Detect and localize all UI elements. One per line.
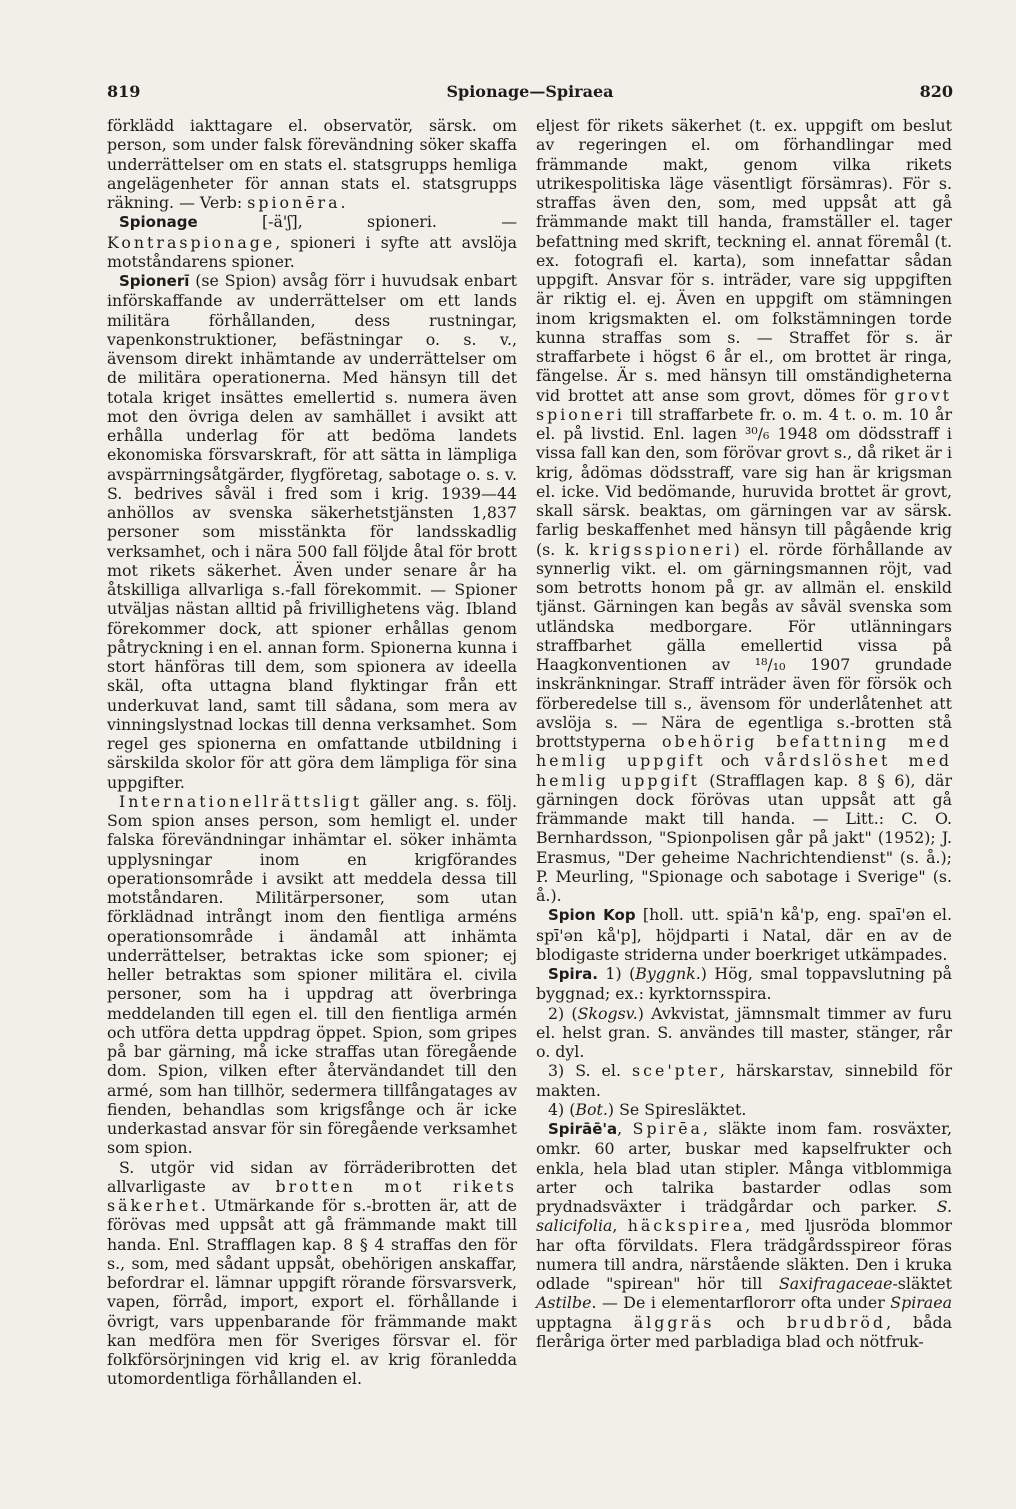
- spira-sense-3: [536, 1061, 952, 1100]
- text: till straffarbete fr. o. m. 4 t. o. m. 10 år el. på livstid. Enl. lagen ³⁰/₆ 1948 om dödsstraff i vissa fall kan den, som förövar grovt s., då riket är i krig, ådömas dödsstraff, vare sig han är krigsman el. icke. Vid bedömande, huruvida brottet är grovt, skall särsk. beaktas, om gärningen var av särsk. farlig beskaffenhet med hänsyn till pågående krig (s. k.: [536, 404, 952, 559]
- headword: Spira.: [548, 965, 598, 983]
- text: (se Spion) avsåg förr i huvudsak enbart införskaffande av underrättelser om ett lands militära förhållanden, dess rustningar, vapenkonstruktioner, befästningar o. s. v., ävensom direkt inhämtande av underrättelser om de militära operationerna. Med hänsyn till det totala kriget insättes emellertid s. numera även mot den övriga delen av samhället i avsikt att erhålla underlag för att bedöma landets ekonomiska försvarskraft, för att sätta in lämpliga avspärrningsåtgärder, flygföretag, sabotage o. s. v. S. bedrives såväl i fred som i krig. 1939—44 anhöllos av svenska säkerhetstjänsten 1,837 personer som misstänkta för landsskadlig verksamhet, och i nära 500 fall följde åtal för brott mot rikets säkerhet. Även under senare år ha åtskilliga allvarliga s.-fall förekommit. — Spioner utväljas nästan alltid på frivillighetens väg. Ibland förekommer dock, att spioner erhållas genom påtryckning i en el. annan form. Spionerna kunna i stort hänföras till dem, som spionera av ideella skäl, ofta uttagna bland flyktingar från ett underkuvat land, samt till sådana, som mera av vinningslystnad lockas till denna verksamhet. Som regel ges spionerna en omfattande utbildning i särskilda skolor för att göra dem lämpliga för sina uppgifter.: [107, 271, 517, 792]
- text: , släkte inom fam. rosväxter, omkr. 60 arter, buskar med kapselfrukter och enkla, hela blad utan stipler. Många vitblommiga arter och talrika bastarder odlas som prydnadsväxter i trädgårdar och parker.: [536, 1119, 952, 1216]
- entry-continuation: [107, 116, 517, 212]
- spaced-term: krigsspioneri: [589, 539, 734, 559]
- spaced-term: Kontraspionage: [107, 232, 276, 252]
- text: ) Hög, smal toppavslutning på byggnad; ex.: kyrktornsspira.: [536, 964, 952, 1004]
- spaced-term: sce'pter: [632, 1061, 721, 1081]
- text: . Utmärkande för s.-brotten är, att de förövas med uppsåt att gå främmande makt till handa. Enl. Strafflagen kap. 8 § 4 straffas den för s., som, med sådant uppsåt, obehörigen anskaffar, befordrar el. lämnar uppgift rörande försvarsverk, vapen, förråd, import, export el. förhållande i övrigt, vars uppenbarande för främmande makt kan medföra men för Sveriges försvar el. för folkförsörjningen vid krig el. av krig föranledda utomordentliga förhållanden el.: [107, 1196, 517, 1389]
- text: [holl. utt. spiā'n kå'p, eng. spaī'ən el. spī'ən kå'p], höjdparti i Natal, där en av de blodigaste striderna under boerkriget utkämpades.: [536, 905, 952, 964]
- field-label: Byggnk.: [635, 964, 701, 983]
- running-title: Spionage—Spiraea: [446, 82, 614, 101]
- text: eljest för rikets säkerhet (t. ex. uppgift om beslut av regeringen el. om förhandlingar med främmande makt, genom vilka rikets utrikespolitiska läge väsentligt försämras). För s. straffas även den, som, med uppsåt att gå främmande makt till handa, framställer el. tager befattning med skrift, teckning el. annat föremål (t. ex. fotografi el. karta), som innefattar sådan uppgift. Ansvar för s. inträder, vare sig uppgiften är riktig el. ej. Även en uppgift om stämningen inom krigsmakten el. om folkstämningen torde kunna straffas som s. — Straffet för s. är straffarbete i högst 6 år el., om brottet är ringa, fängelse. Är s. med hänsyn till omständigheterna vid brottet att anse som grovt, dömes för: [536, 116, 952, 405]
- text: S. utgör vid sidan av förräderibrotten det allvarligaste av: [107, 1157, 517, 1196]
- text: -släktet: [892, 1274, 952, 1293]
- text: 2) (: [548, 1003, 578, 1023]
- text: förklädd iakttagare el. observatör, särsk. om person, som under falsk förevändning söker skaffa underrättelser om en stats el. statsgrupps hemliga angelägenheter för annan stats el. statsgrupps räkning. — Verb:: [107, 116, 517, 212]
- entry-spioneri: [107, 271, 517, 792]
- text: [-ä'ʃ], spioneri. —: [197, 212, 517, 232]
- spaced-term: grovt spioneri: [536, 385, 952, 424]
- spira-sense-4: [536, 1100, 952, 1119]
- spaced-term: älggräs: [633, 1312, 715, 1332]
- genus-name: Astilbe: [536, 1293, 592, 1313]
- headword: Spion Kop: [548, 906, 636, 925]
- paragraph-continuation: [536, 116, 952, 905]
- spira-sense-2: [536, 1004, 952, 1062]
- genus-name: Spiraea: [890, 1293, 952, 1313]
- text: 3) S. el.: [548, 1061, 633, 1081]
- species-name: S. salicifolia: [536, 1197, 952, 1236]
- text: , båda fleråriga örter med parbladiga blad och nötfruk-: [536, 1312, 953, 1351]
- text: . — De i elementarflororr ofta under: [591, 1293, 891, 1313]
- headword: Spirāē'a: [548, 1120, 618, 1138]
- verb-spionera: spionēra: [247, 193, 341, 212]
- text: ,: [617, 1119, 633, 1138]
- page-header: [107, 82, 953, 106]
- spaced-term: obehörig befattning med hemlig uppgift: [536, 732, 952, 771]
- spaced-term: brotten mot rikets säkerhet: [107, 1176, 517, 1215]
- text: ) Se Spiresläktet.: [607, 1099, 747, 1119]
- page-number-right: 820: [919, 82, 953, 101]
- spaced-term: brudbröd: [786, 1312, 887, 1332]
- entry-spion-kop: [536, 905, 952, 964]
- spaced-term: vårdslöshet med hemlig uppgift: [536, 751, 953, 790]
- entry-spionage: [107, 212, 517, 271]
- paragraph-brotten: [107, 1158, 517, 1389]
- text: .: [340, 193, 346, 212]
- spaced-term: Internationellrättsligt: [119, 791, 363, 811]
- entry-spira: [536, 964, 952, 1004]
- field-label: Bot.: [575, 1099, 608, 1119]
- text: , med ljusröda blommor har ofta förvildats. Flera trädgårdsspireor föras numera till andra, närstående släkten. Den i kruka odlade "spirean" hör till: [536, 1216, 952, 1293]
- text: ,: [612, 1216, 628, 1236]
- text: , spioneri i syfte att avslöja motståndarens spioner.: [107, 232, 517, 271]
- text: ) Avkvistat, jämnsmalt timmer av furu el. helst gran. S. användes till master, stänger, rår o. dyl.: [536, 1003, 952, 1061]
- spaced-term: häckspirea: [627, 1216, 746, 1236]
- text: ) el. rörde förhållande av synnerlig vikt. el. om gärningsmannen röjt, vad som betrotts honom på gr. av allmän el. enskild tjänst. Gärningen kan begås av såväl svenska som utländska medborgare. För utlänningars straffbarhet gälla emellertid vissa på Haagkonventionen av ¹⁸/₁₀ 1907 grundade inskränkningar. Straff inträder även för försök och förberedelse till s., ävensom för underlåtenhet att avslöja s. — Nära de egentliga s.-brotten stå brottstyperna: [536, 539, 952, 751]
- text: (Strafflagen kap. 8 § 6), där gärningen dock förövas utan uppsåt att gå främmande makt till handa. — Litt.: C. O. Bernhardsson, "Spionpolisen går på jakt" (1952); J. Erasmus, "Der geheime Nachrichtendienst" (s. å.); P. Meurling, "Spionage och sabotage i Sverige" (s. å.).: [536, 770, 952, 905]
- paragraph-international: [107, 792, 517, 1158]
- text: 4) (: [548, 1099, 576, 1119]
- text: upptagna: [536, 1312, 634, 1332]
- text: , härskarstav, sinnebild för makten.: [536, 1061, 952, 1100]
- text: och: [705, 751, 765, 771]
- field-label: Skogsv.: [577, 1003, 638, 1023]
- text: gäller ang. s. följ. Som spion anses person, som hemligt el. under falska förevändningar inhämtar el. söker inhämta upplysningar inom en krigförandes operationsområde i avsikt att meddela dessa till motståndaren. Militärpersoner, som utan förklädnad intrångt inom den fientliga arméns operationsområde i ändamål att inhämta underrättelser, betraktas icke som spioner; ej heller betraktas som spioner militära el. civila personer, som ha i uppdrag att överbringa meddelanden till egen el. till den fientliga armén och utföra detta uppdrag öppet. Spion, som gripes på bar gärning, må icke straffas utan föregående dom. Spion, vilken efter återvändandet till den armé, som han tillhör, sedermera tillfångatages av fienden, behandlas som krigsfånge och är icke underkastad ansvar för sin föregående verksamhet som spion.: [107, 791, 517, 1158]
- entry-spiraea: [536, 1119, 952, 1351]
- spaced-term: Spirēa: [632, 1119, 703, 1138]
- left-column: [107, 116, 517, 1389]
- family-name: Saxifragaceae: [778, 1274, 893, 1293]
- right-column: [536, 116, 952, 1351]
- text: 1) (: [597, 964, 636, 983]
- headword: Spionerī: [119, 272, 190, 290]
- text: och: [714, 1312, 787, 1332]
- headword: Spionage: [119, 213, 198, 232]
- page-number-left: 819: [107, 82, 141, 101]
